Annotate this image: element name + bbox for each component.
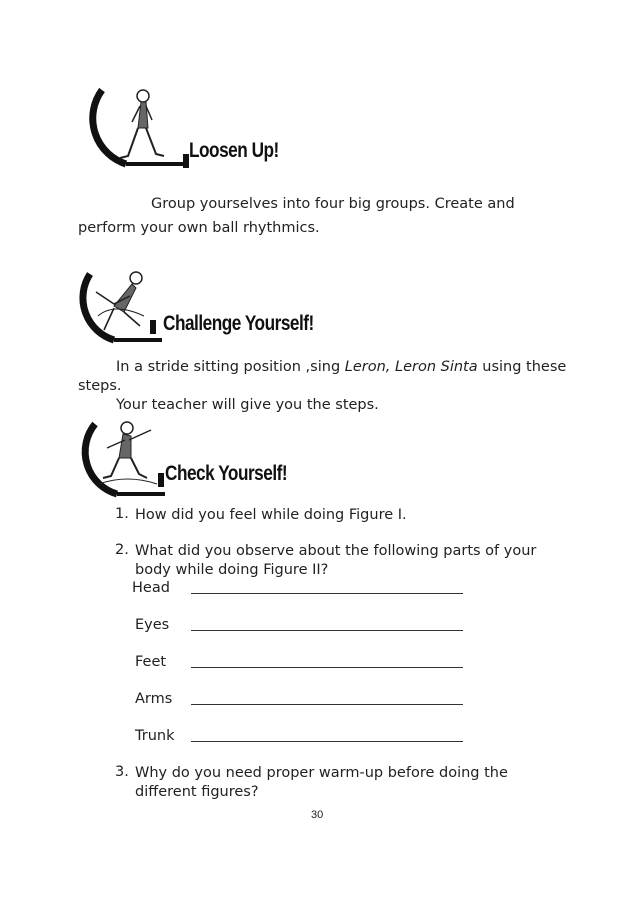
challenge-text-line2: steps. [78, 378, 122, 394]
challenge-text-pre: In a stride sitting position ,sing [116, 359, 345, 375]
loosen-text-line1: Group yourselves into four big groups. Create and [151, 196, 515, 212]
walking-figure-icon [88, 86, 198, 168]
question-2-number: 2. [115, 542, 129, 558]
answer-line-eyes[interactable] [191, 630, 463, 631]
question-3-number: 3. [115, 764, 129, 780]
body-part-trunk: Trunk [135, 728, 175, 744]
song-title: Leron, Leron Sinta [344, 359, 478, 375]
challenge-banner-bar [150, 320, 156, 334]
page-number: 30 [311, 809, 324, 821]
answer-line-head[interactable] [191, 593, 463, 594]
check-banner-bar [158, 473, 164, 487]
answer-line-trunk[interactable] [191, 741, 463, 742]
question-1-number: 1. [115, 506, 129, 522]
section-title-loosen-up: Loosen Up! [189, 139, 279, 162]
section-title-check-yourself: Check Yourself! [165, 462, 288, 485]
question-2-line2: body while doing Figure II? [135, 562, 329, 578]
body-part-arms: Arms [135, 691, 173, 707]
answer-line-feet[interactable] [191, 667, 463, 668]
jumping-figure-icon [74, 266, 174, 344]
challenge-text-line3: Your teacher will give you the steps. [116, 397, 379, 413]
loosen-text-line2: perform your own ball rhythmics. [78, 220, 320, 236]
question-3-line2: different figures? [135, 784, 259, 800]
question-3-line1: Why do you need proper warm-up before doing the [135, 765, 508, 781]
body-part-eyes: Eyes [135, 617, 170, 633]
answer-line-arms[interactable] [191, 704, 463, 705]
question-1-text: How did you feel while doing Figure I. [135, 507, 407, 523]
section-title-challenge-yourself: Challenge Yourself! [163, 312, 314, 335]
question-2-line1: What did you observe about the following parts of your [135, 543, 537, 559]
challenge-text-line1 [116, 357, 566, 378]
challenge-text-post: using these [477, 359, 567, 375]
body-part-head: Head [132, 580, 170, 596]
body-part-feet: Feet [135, 654, 167, 670]
